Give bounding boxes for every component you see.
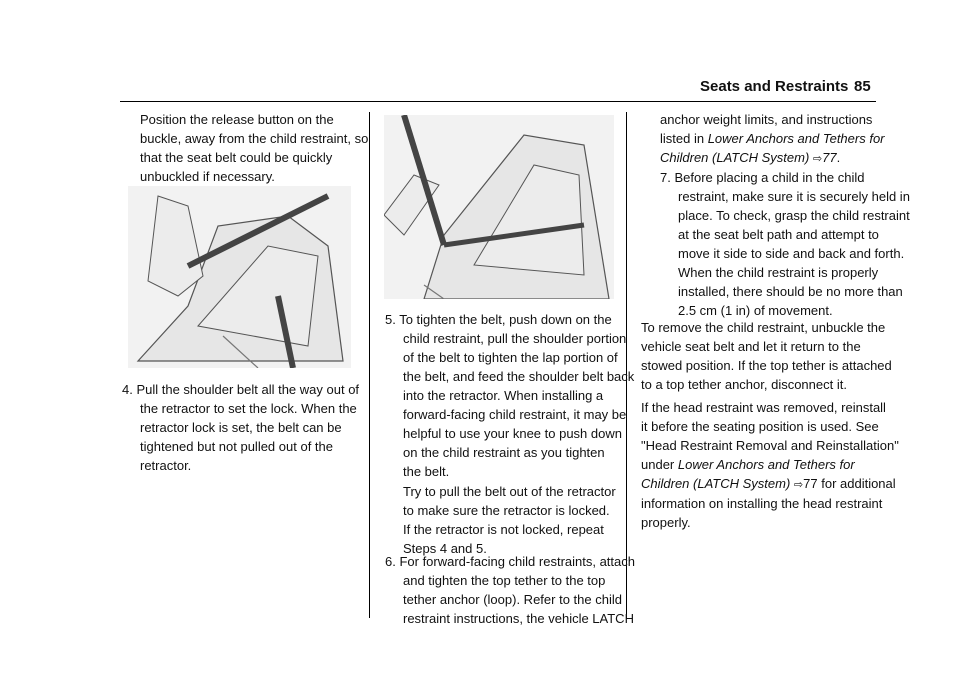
page-link[interactable]: 77 [803,476,818,491]
intro-paragraph: Position the release button on the buckle, away from the child restraint, so that the seat belt could be quickly unbuckled if necessary. [140,112,369,184]
header-rule [120,101,876,102]
step-6: 6. For forward-facing child restraints, attach and tighten the top tether to the top tether anchor (loop). Refer to the child restraint instructions, the vehicle LATCH [385,554,635,626]
step-7: 7. Before placing a child in the child restraint, make sure it is securely held in place. To check, grasp the child restraint at the seat belt path and attempt to move it side to side and back and forth. When the child restraint is properly installed, there should be no more than 2.5 cm (1 in) of movement. [660,170,910,318]
step-5: 5. To tighten the belt, push down on the child restraint, pull the shoulder portion of the belt to tighten the lap portion of the belt, and feed the shoulder belt back into the retractor. When installing a forward-facing child restraint, it may be helpful to use your knee to push down on the child restraint as you tighten the belt. [385,312,635,479]
step-5-followup: Try to pull the belt out of the retractor to make sure the retractor is locked. If the retractor is not locked, repeat Steps 4 and 5. [403,484,616,556]
column-divider-1 [369,112,370,618]
page-number: 85 [854,78,871,95]
illustration-tighten-belt [384,115,614,299]
remove-paragraph: To remove the child restraint, unbuckle the vehicle seat belt and let it return to the stowed position. If the top tether is attached to a top tether anchor, disconnect it. [641,320,892,392]
section-title: Seats and Restraints [700,78,849,95]
step-4: 4. Pull the shoulder belt all the way out of the retractor to set the lock. When the retractor lock is set, the belt can be tightened but not pulled out of the retractor. [122,382,360,473]
cross-reference-arrow-icon: ⇨ [812,152,823,165]
illustration-shoulder-belt [128,186,351,368]
step-6-continued: anchor weight limits, and instructions listed in Lower Anchors and Tethers for Children (LATCH System) ⇨77. [660,112,885,165]
page-link[interactable]: 77 [822,150,837,165]
cross-reference-arrow-icon: ⇨ [793,478,804,491]
head-restraint-paragraph: If the head restraint was removed, reinstall it before the seating position is used. See "Head Restraint Removal and Reinstallation" under Lower Anchors and Tethers for Children (LATCH System) ⇨77 for additional information on installing the head restraint properly. [641,400,899,530]
